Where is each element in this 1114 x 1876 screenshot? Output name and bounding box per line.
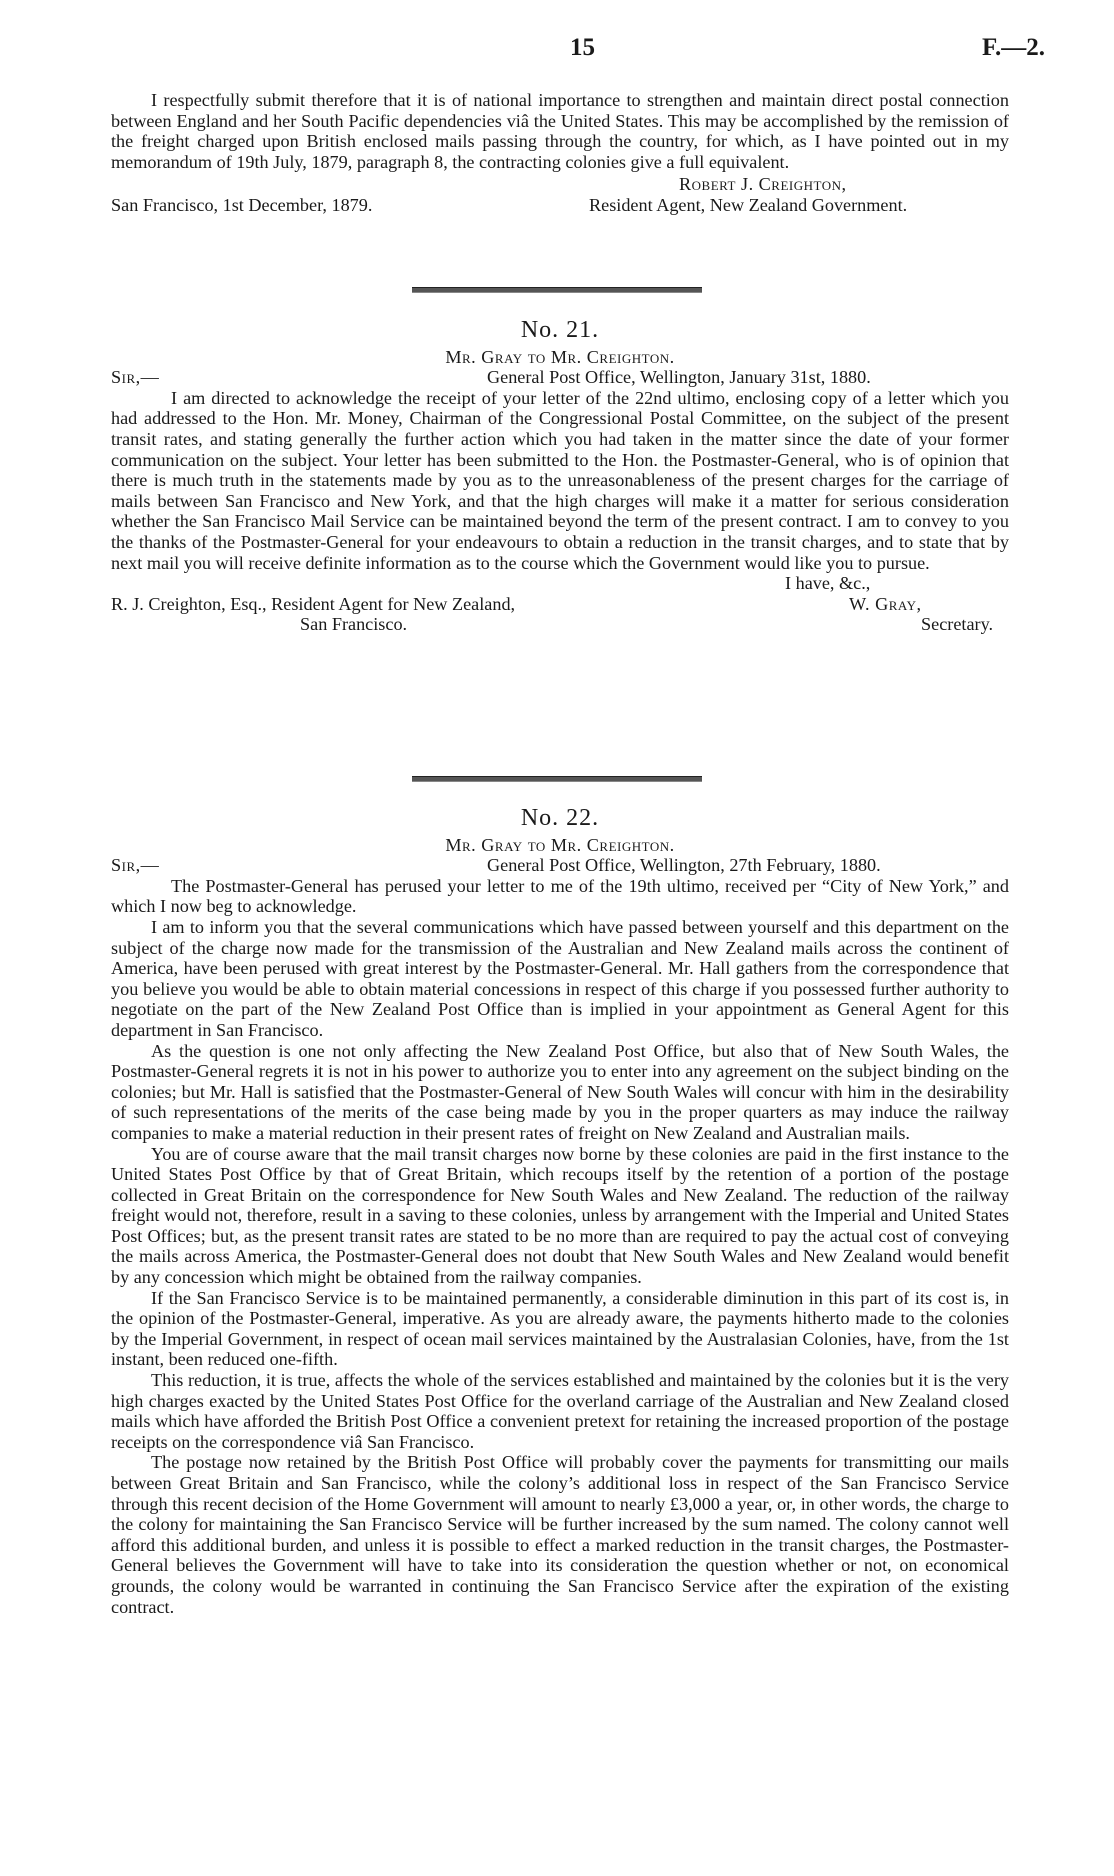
letter-22-salutation: Sir,— [111, 855, 160, 876]
intro-paragraph: I respectfully submit therefore that it is of national importance to strengthen and maintain direct postal connection between England and her South Pacific dependencies viâ the United States. This may be accomplished by the remission of the freight charged upon British enclosed mails passing through the country, for which, as I have pointed out in my memorandum of 19th July, 1879, paragraph 8, the contracting colonies give a full equivalent. [111, 90, 1009, 172]
letter-22-title: Mr. Gray to Mr. Creighton. [445, 834, 675, 855]
intro-signature-title: Resident Agent, New Zealand Government. [589, 194, 908, 215]
letter-22-paragraph: The postage now retained by the British Post Office will probably cover the payments for transmitting our mails between Great Britain and San Francisco, while the colony’s additional loss in respect of the San Francisco Service through this recent decision of the Home Government will amount to nearly £3,000 a year, or, in other words, the charge to the colony for maintaining the San Francisco Service will be further increased by the sum named. The colony cannot well afford this additional burden, and unless it is possible to effect a marked reduction in the transit charges, the Postmaster-General believes the Government will have to take into its consideration the question whether or not, on economical grounds, the colony would be warranted in continuing the San Francisco Service after the expiration of the existing contract. [111, 1452, 1009, 1617]
letter-21-signer: W. Gray, [849, 593, 922, 614]
letter-22-paragraph: As the question is one not only affecting the New Zealand Post Office, but also that of New South Wales, the Postmaster-General regrets it is not in his power to authorize you to enter into any agreement on the subject binding on the colonies; but Mr. Hall is satisfied that the Postmaster-General of New South Wales will concur with him in the desirability of such representations of the merits of the case being made by you in the proper quarters as may induce the railway companies to make a material reduction in their present rates of freight on New Zealand and Australian mails. [111, 1040, 1009, 1143]
document-reference: F.—2. [982, 34, 1045, 61]
letter-21-signer-title: Secretary. [921, 614, 994, 635]
letter-22-location-date: General Post Office, Wellington, 27th February, 1880. [487, 855, 881, 876]
letter-22-number: No. 22. [520, 805, 600, 831]
letter-21-number: No. 21. [520, 317, 600, 343]
page-number: 15 [570, 34, 595, 61]
letter-22-paragraph: I am to inform you that the several communications which have passed between yourself and this department on the subject of the charge now made for the transmission of the Australian and New Zealand mails across the continent of America, have been perused with great interest by the Postmaster-General. Mr. Hall gathers from the correspondence that you believe you would be able to obtain material concessions in respect of this charge if you possessed further authority to negotiate on the part of the New Zealand Post Office than is implied in your appointment as General Agent for this department in San Francisco. [111, 916, 1009, 1040]
section-divider [412, 776, 702, 782]
intro-place-date: San Francisco, 1st December, 1879. [111, 194, 373, 215]
intro-section [111, 90, 1009, 216]
letter-22-paragraph: If the San Francisco Service is to be maintained permanently, a considerable diminution in this part of its cost is, in the opinion of the Postmaster-General, imperative. As you are already aware, the payments hitherto made to the colonies by the Imperial Government, in respect of ocean mail services maintained by the Australasian Colonies, have, from the 1st instant, been reduced one-fifth. [111, 1287, 1009, 1370]
letter-22-paragraph: This reduction, it is true, affects the whole of the services established and maintained by the colonies but it is the very high charges exacted by the United States Post Office for the overland carriage of the Australian and New Zealand closed mails which have afforded the British Post Office a convenient pretext for retaining the increased proportion of the postage receipts on the correspondence viâ San Francisco. [111, 1370, 1009, 1452]
page-header [0, 34, 1114, 66]
intro-signature-name: Robert J. Creighton, [679, 174, 847, 195]
letter-21 [111, 317, 1009, 635]
letter-21-body: I am directed to acknowledge the receipt of your letter of the 22nd ultimo, enclosing copy of a letter which you had addressed to the Hon. Mr. Money, Chairman of the Congressional Postal Committee, on the subject of the present transit rates, and stating generally the further action which you had taken in the matter since the date of your former communication on the subject. Your letter has been submitted to the Hon. the Postmaster-General, who is of opinion that there is much truth in the statements made by you as to the unreasonableness of the present charges for the carriage of mails between San Francisco and New York, and that the high charges will make it a matter for serious consideration whether the San Francisco Mail Service can be maintained beyond the term of the present contract. I am to convey to you the thanks of the Postmaster-General for your endeavours to obtain a reduction in the transit charges, and to state that by next mail you will receive definite information as to the course which the Government would like you to pursue. [111, 387, 1009, 573]
letter-22-paragraph: The Postmaster-General has perused your letter to me of the 19th ultimo, received per “City of New York,” and which I now beg to acknowledge. [111, 875, 1009, 917]
section-divider [412, 287, 702, 293]
letter-21-addressee-city: San Francisco. [300, 614, 408, 635]
letter-21-salutation: Sir,— [111, 367, 160, 388]
letter-22 [111, 805, 1009, 1617]
letter-21-location-date: General Post Office, Wellington, January 31st, 1880. [487, 367, 871, 388]
letter-21-title: Mr. Gray to Mr. Creighton. [445, 346, 675, 367]
letter-22-paragraph: You are of course aware that the mail transit charges now borne by these colonies are paid in the first instance to the United States Post Office by that of Great Britain, which recoups itself by the retention of a portion of the postage collected in Great Britain on the correspondence for New South Wales and New Zealand. The reduction of the railway freight would not, therefore, result in a saving to these colonies, unless by arrangement with the Imperial and United States Post Offices; but, as the present transit rates are stated to be no more than are required to pay the actual cost of conveying the mails across America, the Postmaster-General does not doubt that New South Wales and New Zealand would benefit by any concession which might be obtained from the railway companies. [111, 1143, 1009, 1288]
letter-21-closing: I have, &c., [785, 573, 871, 594]
letter-21-addressee: R. J. Creighton, Esq., Resident Agent for New Zealand, [111, 593, 516, 614]
